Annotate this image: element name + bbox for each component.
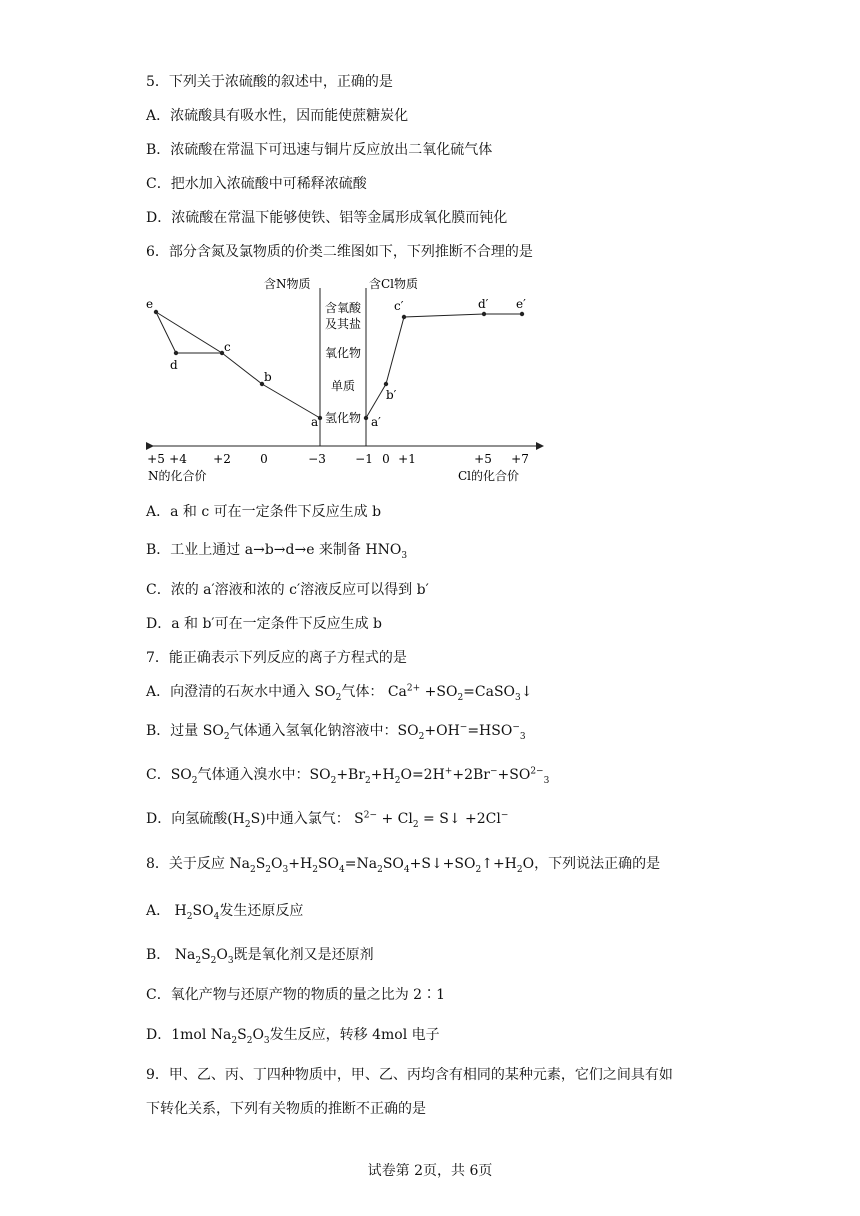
- q5-stem: 5．下列关于浓硫酸的叙述中，正确的是: [146, 74, 393, 90]
- label-c-prime: c′: [394, 299, 404, 313]
- q6-option-c: C．浓的 a′溶液和浓的 c′溶液反应可以得到 b′: [146, 582, 429, 598]
- q7-d-eq: S: [354, 811, 364, 827]
- label-b-prime: b′: [386, 388, 397, 402]
- q7-c-eq3: O=2H: [400, 767, 445, 783]
- q7-c-text: C．SO: [146, 767, 192, 783]
- cl-tick-0: 0: [382, 452, 390, 466]
- label-e: e: [146, 297, 154, 311]
- label-c: c: [224, 340, 231, 354]
- q7-c-eq: +Br: [336, 767, 366, 783]
- point-d: [174, 351, 178, 355]
- q8-stem-post: ，下列说法正确的是: [534, 856, 661, 872]
- q7-a-eq3: =CaSO: [463, 684, 516, 700]
- n-tick-0: 0: [260, 452, 268, 466]
- q8-d-post: 发生反应，转移 4mol 电子: [269, 1027, 440, 1043]
- n-line-e-d-c: [156, 312, 222, 353]
- label-b: b: [264, 370, 272, 384]
- point-d-prime: [482, 312, 486, 316]
- q8-option-c: C．氧化产物与还原产物的物质的量之比为 2∶1: [146, 987, 445, 1003]
- label-d-prime: d′: [478, 297, 489, 311]
- q7-option-d: D．向氢硫酸$(H_2S)$中通入氯气： $S^{2-} + Cl_2$ = S↓ +2Cl−: [146, 810, 509, 830]
- category-element: 单质: [330, 379, 356, 393]
- q7-b-eq2: =HSO: [467, 723, 513, 739]
- q6-stem: 6．部分含氮及氯物质的价类二维图如下，下列推断不合理的是: [146, 244, 533, 260]
- q6-option-a: A．a 和 c 可在一定条件下反应生成 b: [146, 504, 382, 520]
- q5-option-b: B．浓硫酸在常温下可迅速与铜片反应放出二氧化硫气体: [146, 142, 493, 158]
- point-a-prime: [364, 416, 368, 420]
- q5-option-d: D．浓硫酸在常温下能够使铁、铝等金属形成氧化膜而钝化: [146, 210, 508, 226]
- q7-d-mid: S)中通入氯气：: [250, 811, 350, 827]
- q7-c-eq2: +H: [370, 767, 395, 783]
- n-valence-label: N的化合价: [148, 469, 207, 483]
- q8-stem-text: 8．关于反应: [146, 856, 225, 872]
- label-e-prime: e′: [516, 297, 526, 311]
- q7-option-b: B．过量 $SO_2$气体通入氢氧化钠溶液中：$SO_2+OH^-=HSO^-_3$: [146, 722, 526, 742]
- q7-a-eq2: +SO: [424, 684, 458, 700]
- cl-tick-minus1: −1: [355, 452, 373, 466]
- q7-a-text: A．向澄清的石灰水中通入 SO: [146, 684, 336, 700]
- q6-option-b-text: B．工业上通过 a→b→d→e 来制备 HNO: [146, 542, 402, 558]
- q5-option-c: C．把水加入浓硫酸中可稀释浓硫酸: [146, 176, 367, 192]
- q6-option-d: D．a 和 b′可在一定条件下反应生成 b: [146, 616, 383, 632]
- q7-c-eq5: +SO: [497, 767, 531, 783]
- category-hydride: 氢化物: [324, 411, 362, 425]
- n-line-c-b-a: [222, 353, 320, 418]
- q7-a-eq: Ca: [387, 684, 407, 700]
- cl-axis-title: 含Cl物质: [369, 277, 419, 291]
- q7-a-mid: 气体：: [341, 684, 384, 700]
- category-oxyacid: 含氧酸: [324, 301, 362, 315]
- point-c-prime: [402, 315, 406, 319]
- q7-b-text: B．过量 SO: [146, 723, 224, 739]
- point-e: [154, 310, 158, 314]
- point-b-prime: [384, 382, 388, 386]
- q7-d-eq2: + Cl: [381, 811, 413, 827]
- cl-tick-plus5: +5: [474, 452, 492, 466]
- valence-category-diagram: [140, 270, 550, 490]
- q8-a-text: 发生还原反应: [219, 903, 304, 919]
- q6-option-b-sub: 3: [401, 550, 408, 561]
- q8-option-b: B． $Na_2S_2O_3$既是氧化剂又是还原剂: [146, 947, 374, 966]
- point-e-prime: [520, 312, 524, 316]
- q7-c-eq4: +2Br: [452, 767, 490, 783]
- q8-d-text: D．1mol: [146, 1027, 207, 1043]
- q7-d-text: D．向氢硫酸(H: [146, 811, 245, 827]
- cl-valence-label: Cl的化合价: [458, 469, 520, 483]
- category-salt: 及其盐: [324, 317, 362, 331]
- category-oxide: 氧化物: [324, 346, 362, 360]
- q5-option-a: A．浓硫酸具有吸水性，因而能使蔗糖炭化: [146, 108, 409, 124]
- label-d: d: [170, 358, 178, 372]
- q7-b-mid: 气体通入氢氧化钠溶液中：SO: [229, 723, 419, 739]
- q7-c-mid: 气体通入溴水中：SO: [197, 767, 331, 783]
- q7-stem: 7．能正确表示下列反应的离子方程式的是: [146, 650, 407, 666]
- n-axis-title: 含N物质: [264, 277, 311, 291]
- q7-d-eq3: = S↓ +2Cl: [423, 811, 501, 827]
- label-a: a: [311, 415, 319, 429]
- q9-line2: 下转化关系，下列有关物质的推断不正确的是: [146, 1101, 426, 1117]
- q8-stem: 8．关于反应 $Na_2S_2O_3+H_2SO_4=Na_2SO_4+S↓+SO_2↑+H_2O$，下列说法正确的是: [146, 856, 661, 875]
- page-footer: 试卷第 2页，共 6页: [367, 1163, 493, 1179]
- cl-tick-plus1: +1: [398, 452, 416, 466]
- q7-b-eq: +OH: [424, 723, 460, 739]
- n-tick-plus4: +4: [169, 452, 187, 466]
- q9-line1: 9．甲、乙、丙、丁四种物质中，甲、乙、丙均含有相同的某种元素，它们之间具有如: [146, 1067, 673, 1083]
- q8-b-text: 既是氧化剂又是还原剂: [233, 947, 374, 963]
- q8-option-d: D．1mol $Na_2S_2O_3$发生反应，转移 4mol 电子: [146, 1027, 440, 1046]
- q7-a-end: ↓: [520, 684, 533, 700]
- n-tick-minus3: −3: [308, 452, 326, 466]
- cl-tick-plus7: +7: [511, 452, 529, 466]
- q7-option-a: A．向澄清的石灰水中通入 $SO_2$气体： $Ca^{2+}$ $+SO_2=CaSO_3↓$: [146, 683, 533, 703]
- label-a-prime: a′: [371, 415, 381, 429]
- n-tick-plus5: +5: [147, 452, 165, 466]
- q6-option-b: [146, 541, 407, 559]
- n-tick-plus2: +2: [213, 452, 231, 466]
- q7-option-c: C．$SO_2$气体通入溴水中：$SO_2+Br_2+H_2O=2H^++2Br^-+SO^{2-}_3$: [146, 766, 550, 786]
- cl-line: [366, 314, 522, 418]
- point-a: [318, 416, 322, 420]
- q8-option-a: A． $H_2SO_4$发生还原反应: [146, 903, 304, 922]
